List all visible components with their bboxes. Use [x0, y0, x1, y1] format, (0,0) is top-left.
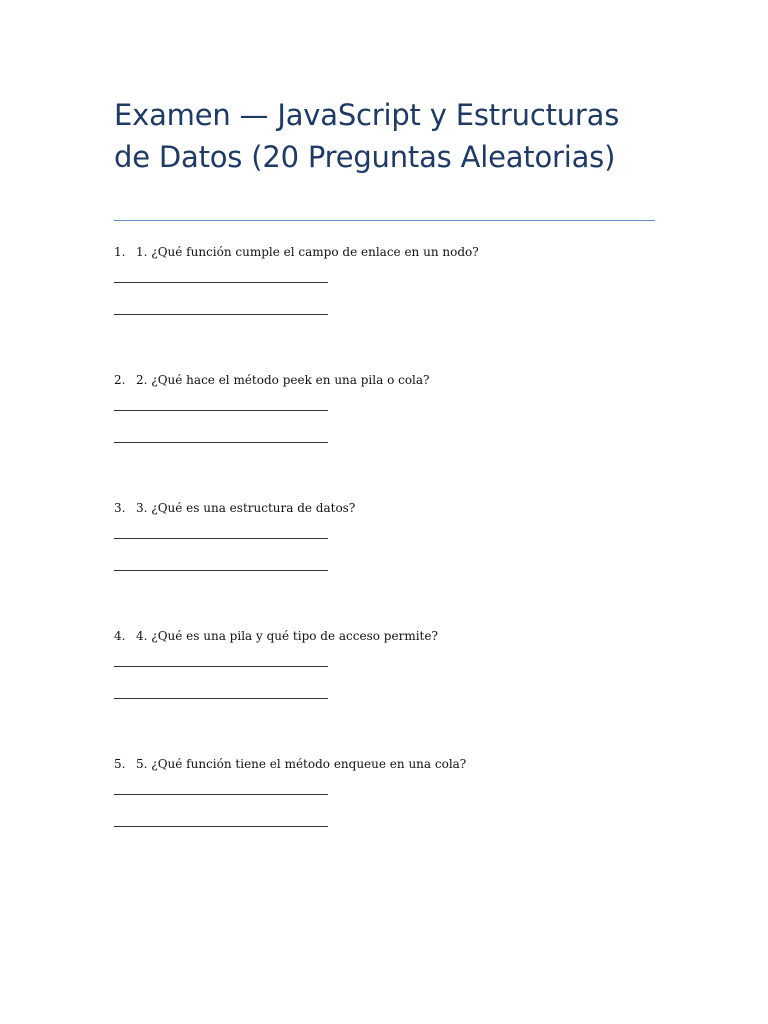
answer-line — [114, 442, 328, 443]
question-item — [114, 500, 656, 628]
answer-line — [114, 794, 328, 795]
answer-line — [114, 410, 328, 411]
question-number: 5. — [114, 757, 126, 771]
question-number: 2. — [114, 373, 126, 387]
question-text: 5. ¿Qué función tiene el método enqueue en una cola? — [136, 757, 467, 771]
title-divider — [114, 220, 655, 221]
question-item — [114, 756, 656, 884]
question-list — [114, 244, 656, 884]
question-text: 1. ¿Qué función cumple el campo de enlace en un nodo? — [136, 245, 479, 259]
answer-line — [114, 282, 328, 283]
question-item — [114, 244, 656, 372]
answer-line — [114, 826, 328, 827]
question-text: 2. ¿Qué hace el método peek en una pila o cola? — [136, 373, 430, 387]
exam-page — [114, 0, 656, 884]
question-text: 4. ¿Qué es una pila y qué tipo de acceso permite? — [136, 629, 438, 643]
answer-line — [114, 538, 328, 539]
answer-line — [114, 570, 328, 571]
question-item — [114, 628, 656, 756]
question-text: 3. ¿Qué es una estructura de datos? — [136, 501, 356, 515]
question-number: 3. — [114, 501, 126, 515]
answer-line — [114, 698, 328, 699]
question-number: 4. — [114, 629, 126, 643]
answer-line — [114, 314, 328, 315]
question-number: 1. — [114, 245, 126, 259]
answer-line — [114, 666, 328, 667]
page-title: Examen — JavaScript y Estructuras de Datos (20 Preguntas Aleatorias) — [114, 98, 620, 174]
question-item — [114, 372, 656, 500]
